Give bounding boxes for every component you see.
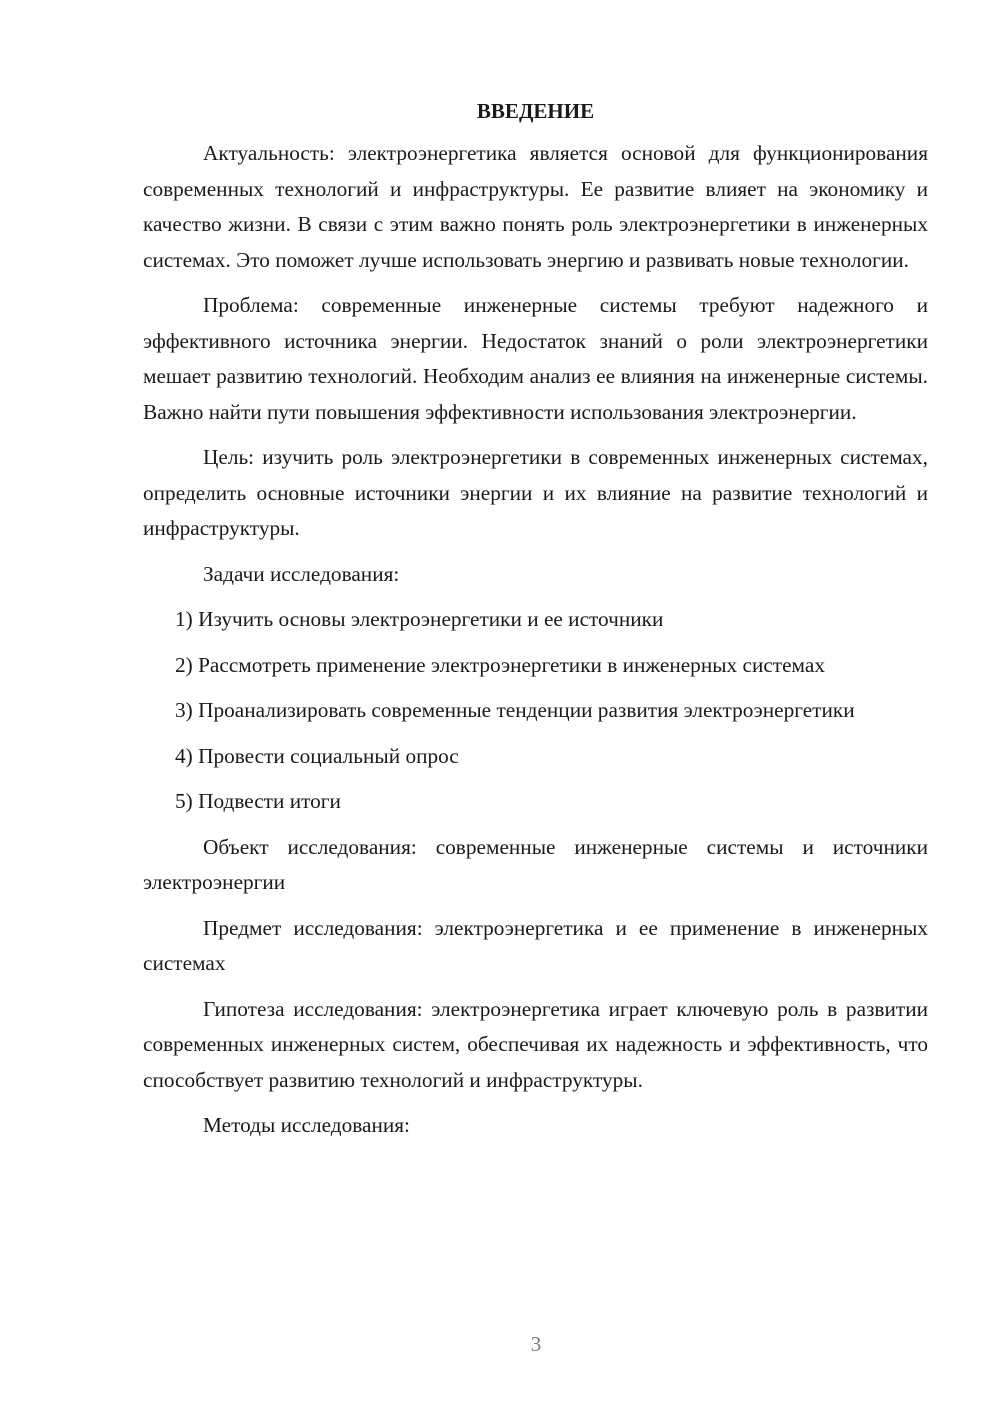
paragraph-tasks-heading: Задачи исследования:: [203, 561, 400, 586]
section-heading: ВВЕДЕНИЕ: [476, 99, 595, 123]
task-item-5: 5) Подвести итоги: [175, 789, 341, 813]
paragraph-object: Объект исследования: современные инженерные системы и источники электроэнергии: [143, 834, 928, 894]
paragraph-hypothesis: Гипотеза исследования: электроэнергетика играет ключевую роль в развитии современных инженерных систем, обеспечивая их надежность и эффективность, что способствует развитию технологий и инфраструктуры.: [143, 996, 928, 1092]
paragraph-goal: Цель: изучить роль электроэнергетики в современных инженерных системах, определить основные источники энергии и их влияние на развитие технологий и инфраструктуры.: [143, 445, 928, 540]
paragraph-methods: Методы исследования:: [203, 1113, 410, 1137]
paragraph-subject: Предмет исследования: электроэнергетика и ее применение в инженерных системах: [143, 915, 928, 975]
paragraph-relevance: Актуальность: электроэнергетика является основой для функционирования современных технологий и инфраструктуры. Ее развитие влияет на экономику и качество жизни. В связи с этим важно понять роль электроэнергетики в инженерных системах. Это поможет лучше использовать энергию и развивать новые технологии.: [143, 141, 928, 272]
task-item-1: 1) Изучить основы электроэнергетики и ее источники: [175, 607, 664, 631]
task-item-2: 2) Рассмотреть применение электроэнергетики в инженерных системах: [175, 652, 825, 677]
page-number: 3: [530, 1332, 542, 1356]
task-item-3: 3) Проанализировать современные тенденции развития электроэнергетики: [175, 698, 855, 722]
page-content: [143, 92, 928, 1154]
paragraph-problem: Проблема: современные инженерные системы требуют надежного и эффективного источника энергии. Недостаток знаний о роли электроэнергетики мешает развитию технологий. Необходим анализ ее влияния на инженерные системы. Важно найти пути повышения эффективности использования электроэнергии.: [143, 293, 928, 424]
task-item-4: 4) Провести социальный опрос: [175, 743, 459, 768]
